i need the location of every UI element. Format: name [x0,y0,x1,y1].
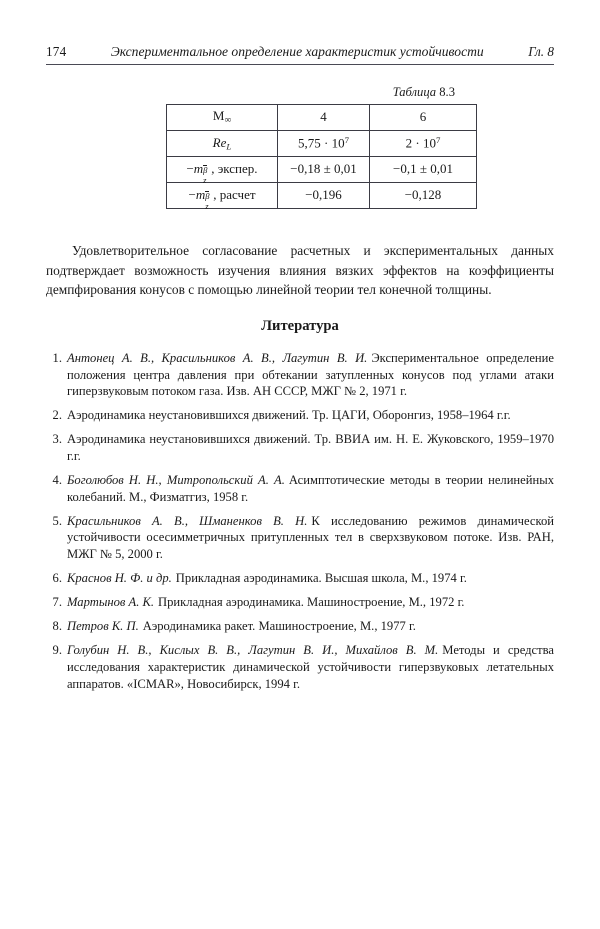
reference-text: Аэродинамика ракет. Машиностроение, М., 1977 г. [142,619,416,634]
reference-number: 3. [52,432,62,447]
table-caption-word: Таблица [392,85,437,99]
mz-base: m [195,187,206,203]
list-item [46,570,554,587]
reference-text: К исследованию режимов динамической устойчивости осесимметричных притупленных тел в сверхзвуковом потоке. Изв. РАН, МЖГ № 5, 2000 г. [67,513,554,561]
reference-number: 4. [52,473,62,488]
reference-text: Аэродинамика неустановившихся движений. Тр. ЦАГИ, Оборонгиз, 1958–1964 г.г. [67,408,511,423]
reference-number: 6. [52,571,62,586]
mz-beta-symbol [195,187,213,211]
list-item [46,594,554,611]
reference-text: Аэродинамика неустановившихся движений. Тр. ВВИА им. Н. Е. Жуковского, 1959–1970 г.г. [67,432,554,463]
cell-mach-4: 4 [278,105,370,131]
reference-number: 5. [52,513,62,528]
reference-number: 9. [52,643,62,658]
list-item [46,350,554,400]
row-label-mz-calculation [167,183,278,209]
body-paragraph: Удовлетворительное согласование расчетных и экспериментальных данных подтверждает возможность изучения влияния вязких эффектов на коэффициенты демпфирования конусов с помощью линейной теории тел конечной толщины. [46,243,554,298]
bibliography-list [46,350,554,700]
mz-superscript-beta-bar: β [205,190,210,201]
cell-mz-exp-col1: −0,18 ± 0,01 [278,157,370,183]
row-label-mz-experiment [167,157,278,183]
reference-authors: Петров К. П. [67,619,139,634]
list-item [46,431,554,464]
list-item [46,513,554,563]
re-col2-mantissa: 2 [405,135,413,151]
re-col2-exponent: 7 [435,135,441,146]
re-col2-base: 10 [422,135,436,151]
re-col1-mantissa: 5,75 [297,135,321,151]
mach-subscript: ∞ [224,115,232,126]
reference-authors: Красильников А. В., Шманенков В. Н. [67,513,308,528]
list-item [46,642,554,692]
mz-beta-symbol [193,161,211,185]
minus-sign: − [188,187,196,203]
reference-authors: Краснов Н. Ф. и др. [67,571,172,586]
running-head-title: Экспериментальное определение характеристик устойчивости [110,44,484,59]
reference-authors: Боголюбов Н. Н., Митропольский А. А. [67,473,285,488]
reference-number: 7. [52,595,62,610]
reference-number: 8. [52,619,62,634]
cell-re-col2 [370,131,477,157]
table-row [167,183,477,209]
mz-base: m [193,161,204,177]
reference-number: 2. [52,408,62,423]
table-row [167,131,477,157]
cell-mach-6: 6 [370,105,477,131]
mach-letter: M [212,107,225,123]
minus-sign: − [186,161,194,177]
re-col1-dot: · [320,135,332,151]
running-header [46,44,554,64]
reference-text: Экспериментальное определение положения центра давления при обтекании затупленных конусов под углами атаки гиперзвуковым потоком газа. Изв. АН СССР, МЖГ № 2, 1971 г. [67,351,555,399]
row-label-reynolds [167,131,278,157]
reference-text: Прикладная аэродинамика. Высшая школа, М., 1974 г. [175,571,467,586]
table-row [167,105,477,131]
mz-label-suffix-calculation: , расчет [213,187,256,203]
chapter-marker: Гл. 8 [528,44,554,59]
re-col1-exponent: 7 [344,135,349,146]
reference-authors: Голубин Н. В., Кислых В. В., Лагутин В. И., Михайлов В. М. [67,643,439,658]
reference-number: 1. [52,351,62,365]
mz-label-suffix-experiment: , экспер. [211,161,258,177]
data-table [166,104,477,209]
cell-mz-calc-col2: −0,128 [370,183,477,209]
cell-re-col1 [278,131,370,157]
cell-mz-exp-col2: −0,1 ± 0,01 [370,157,477,183]
reference-text: Методы и средства исследования характеристик динамической устойчивости гиперзвуковых летательных аппаратов. «ICMAR», Новосибирск, 1994 г. [67,643,554,691]
bibliography-heading: Литература [261,318,339,334]
re-letters: Re [212,134,227,150]
reference-text: Асимптотические методы в теории нелинейных колебаний. М., Физматгиз, 1958 г. [67,473,555,504]
mz-subscript-z: z [203,174,207,185]
page-number: 174 [46,44,67,59]
cell-mz-calc-col1: −0,196 [278,183,370,209]
list-item [46,618,554,635]
list-item [46,407,554,424]
row-label-mach [167,105,278,131]
mz-superscript-beta-bar: β [203,164,208,175]
re-col2-dot: · [412,135,423,151]
mz-subscript-z: z [205,200,209,211]
header-rule [46,64,554,65]
re-subscript: L [226,141,232,152]
list-item [46,472,554,505]
re-col1-base: 10 [331,135,345,151]
reference-authors: Мартынов А. К. [67,595,155,610]
reference-text: Прикладная аэродинамика. Машиностроение, М., 1972 г. [158,595,465,610]
table-caption [166,85,455,100]
table-row [167,157,477,183]
reference-authors: Антонец А. В., Красильников А. В., Лагутин В. И. [67,351,368,365]
table-caption-number: 8.3 [439,85,455,99]
